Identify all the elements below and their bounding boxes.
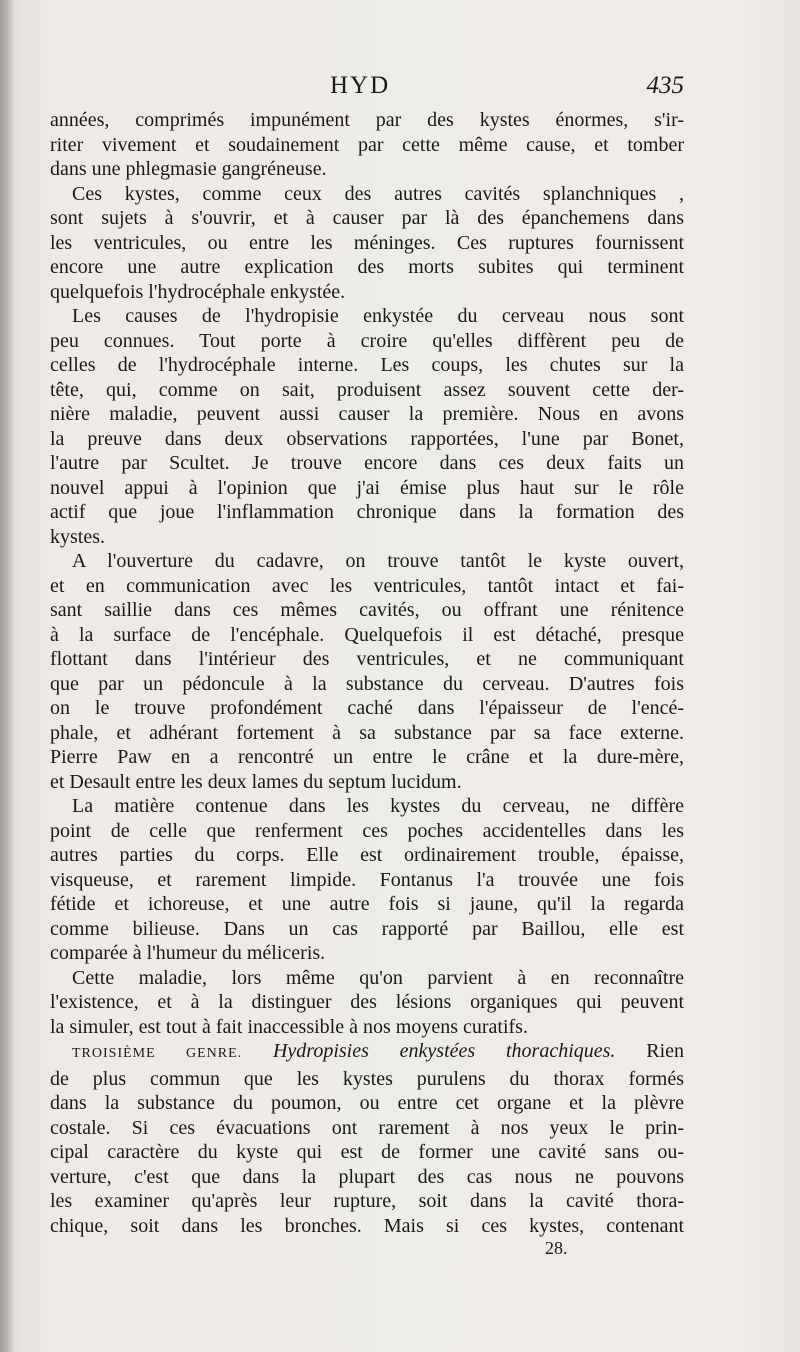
text-line: riter vivement et soudainement par cette même cause, et tomber: [50, 133, 684, 156]
running-head-title: HYD: [330, 72, 391, 99]
text-line: encore une autre explication des morts subites qui terminent: [50, 256, 684, 278]
paragraph-6: [50, 966, 684, 1040]
text-line: l'existence, et à la distinguer des lésions organiques qui peuvent: [50, 991, 684, 1013]
page-number: 435: [646, 72, 684, 99]
text-line: nouvel appui à l'opinion que j'ai émise plus haut sur le rôle: [50, 476, 684, 499]
text-line: de plus commun que les kystes purulens du thorax formés: [50, 1067, 684, 1090]
text-line: et en communication avec les ventricules, tantôt intact et fai-: [50, 574, 684, 597]
running-head: [50, 72, 684, 106]
text-line: flottant dans l'intérieur des ventricules, et ne communiquant: [50, 648, 684, 670]
text-line: nière maladie, peuvent aussi causer la première. Nous en avons: [50, 403, 684, 425]
text-line: la simuler, est tout à fait inaccessible à nos moyens curatifs.: [50, 1015, 528, 1038]
text-line: La matière contenue dans les kystes du cerveau, ne diffère: [72, 795, 684, 817]
text-line: comme bilieuse. Dans un cas rapporté par Baillou, elle est: [50, 917, 684, 940]
genre-title: Hydropisies enkystées thorachiques.: [272, 1040, 616, 1062]
text-line: les examiner qu'après leur rupture, soit dans la cavité thora-: [50, 1190, 684, 1212]
text-line: à la surface de l'encéphale. Quelquefois il est détaché, presque: [50, 623, 684, 646]
text-line: cipal caractère du kyste qui est de former une cavité sans ou-: [50, 1141, 684, 1163]
text-line: autres parties du corps. Elle est ordinairement trouble, épaisse,: [50, 844, 684, 866]
text-line: Pierre Paw en a rencontré un entre le crâne et la dure-mère,: [50, 746, 684, 768]
text-line: comparée à l'humeur du méliceris.: [50, 942, 326, 964]
text-line: dans une phlegmasie gangréneuse.: [50, 158, 327, 180]
text-line: sant saillie dans ces mêmes cavités, ou offrant une rénitence: [50, 599, 684, 621]
text-line: dans la substance du poumon, ou entre cet organe et la plèvre: [50, 1092, 684, 1114]
text-line: la preuve dans deux observations rapportées, l'une par Bonet,: [50, 427, 684, 450]
text-line: les ventricules, ou entre les méninges. Ces ruptures fournissent: [50, 231, 684, 254]
text-line: point de celle que renferment ces poches accidentelles dans les: [50, 819, 684, 842]
text-line: années, comprimés impunément par des kystes énormes, s'ir-: [50, 109, 684, 131]
text-line: sont sujets à s'ouvrir, et à causer par là des épanchemens dans: [50, 207, 684, 229]
spine-shadow: [0, 0, 14, 1352]
text-line: tête, qui, comme on sait, produisent assez souvent cette der-: [50, 378, 684, 401]
signature-mark: 28.: [545, 1238, 568, 1258]
text-line: Ces kystes, comme ceux des autres cavités splanchniques ,: [72, 182, 684, 205]
genre-paragraph: [50, 1039, 684, 1238]
text-line: peu connues. Tout porte à croire qu'elles diffèrent peu de: [50, 329, 684, 352]
text-line: l'autre par Scultet. Je trouve encore dans ces deux faits un: [50, 452, 684, 474]
text-line: phale, et adhérant fortement à sa substance par sa face externe.: [50, 721, 684, 744]
text-line: kystes.: [50, 525, 105, 548]
paragraph-2: [50, 182, 684, 305]
text-line: chique, soit dans les bronches. Mais si ces kystes, contenant: [50, 1214, 684, 1237]
text-line: quelquefois l'hydrocéphale enkystée.: [50, 280, 346, 303]
genre-heading-line: [50, 1039, 684, 1067]
paragraph-1: [50, 108, 684, 182]
paragraph-5: [50, 794, 684, 966]
text-line: que par un pédoncule à la substance du cerveau. D'autres fois: [50, 672, 684, 695]
text-line: A l'ouverture du cadavre, on trouve tantôt le kyste ouvert,: [72, 550, 684, 572]
text-line: verture, c'est que dans la plupart des cas nous ne pouvons: [50, 1165, 684, 1188]
text-line: on le trouve profondément caché dans l'épaisseur de l'encé-: [50, 697, 684, 719]
genre-label: TROISIÈME GENRE.: [72, 1046, 243, 1061]
paragraph-3: [50, 304, 684, 549]
text-line: fétide et ichoreuse, et une autre fois si jaune, qu'il la regarda: [50, 893, 684, 915]
text-line: visqueuse, et rarement limpide. Fontanus l'a trouvée une fois: [50, 868, 684, 891]
text-line: actif que joue l'inflammation chronique dans la formation des: [50, 501, 684, 523]
body-text: [50, 108, 684, 1238]
text-line: et Desault entre les deux lames du septum lucidum.: [50, 770, 462, 793]
text-line: costale. Si ces évacuations ont rarement à nos yeux le prin-: [50, 1116, 684, 1139]
paragraph-4: [50, 549, 684, 794]
text-line: celles de l'hydrocéphale interne. Les coups, les chutes sur la: [50, 354, 684, 376]
text-line: Cette maladie, lors même qu'on parvient à en reconnaître: [72, 966, 684, 989]
genre-first-line-rest: Rien: [646, 1040, 685, 1062]
text-line: Les causes de l'hydropisie enkystée du cerveau nous sont: [72, 305, 684, 327]
